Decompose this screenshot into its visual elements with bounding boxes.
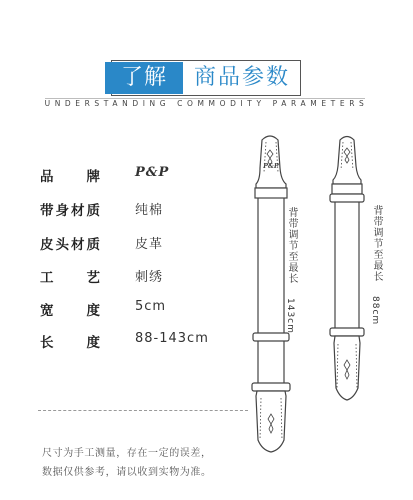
param-label-char: 带 (40, 203, 54, 219)
param-label (40, 299, 100, 319)
param-label (40, 331, 100, 351)
strap-long (252, 136, 290, 452)
title-highlight: 了解 (105, 62, 183, 94)
title-main: 商品参数 (193, 65, 290, 90)
strap-long-logo: P&P (263, 162, 279, 170)
param-label-char: 头 (55, 237, 69, 253)
footnote-divider (38, 410, 248, 411)
strap-short (330, 137, 364, 401)
param-label-char: 身 (55, 203, 69, 219)
strap-short-length: 88cm (370, 296, 380, 326)
param-label-char: 工 (40, 270, 54, 286)
param-value: 皮革 (135, 237, 164, 252)
param-label-char: 牌 (86, 169, 100, 185)
strap-short-label: 背带调节至最长 (371, 205, 382, 282)
param-label-char: 长 (40, 335, 54, 351)
footnote-line-1: 尺寸为手工测量，存在一定的误差， (42, 448, 212, 459)
param-label (40, 165, 100, 185)
param-label-char: 度 (86, 303, 100, 319)
param-label-char: 质 (86, 237, 100, 253)
strap-long-label: 背带调节至最长 (286, 207, 297, 284)
param-label-char: 材 (71, 237, 85, 253)
param-label-char: 质 (86, 203, 100, 219)
param-label-char: 度 (86, 335, 100, 351)
param-label (40, 233, 100, 253)
param-label-char: 皮 (40, 237, 54, 253)
strap-diagram (240, 128, 413, 458)
param-value: 刺绣 (135, 270, 164, 285)
param-label-char: 艺 (86, 270, 100, 286)
param-label-char: 宽 (40, 303, 54, 319)
param-label (40, 199, 100, 219)
param-value: 5cm (135, 299, 167, 314)
param-label-char: 品 (40, 169, 54, 185)
section-title (0, 60, 413, 96)
param-label-char: 材 (71, 203, 85, 219)
param-value: 88-143cm (135, 331, 209, 346)
strap-long-length: 143cm (285, 298, 295, 334)
param-value: 纯棉 (135, 203, 164, 218)
param-label (40, 266, 100, 286)
param-value-brand: P&P (135, 165, 170, 180)
footnote-line-2: 数据仅供参考，请以收到实物为准。 (42, 467, 212, 478)
section-subtitle: UNDERSTANDING COMMODITY PARAMETERS (44, 99, 369, 108)
